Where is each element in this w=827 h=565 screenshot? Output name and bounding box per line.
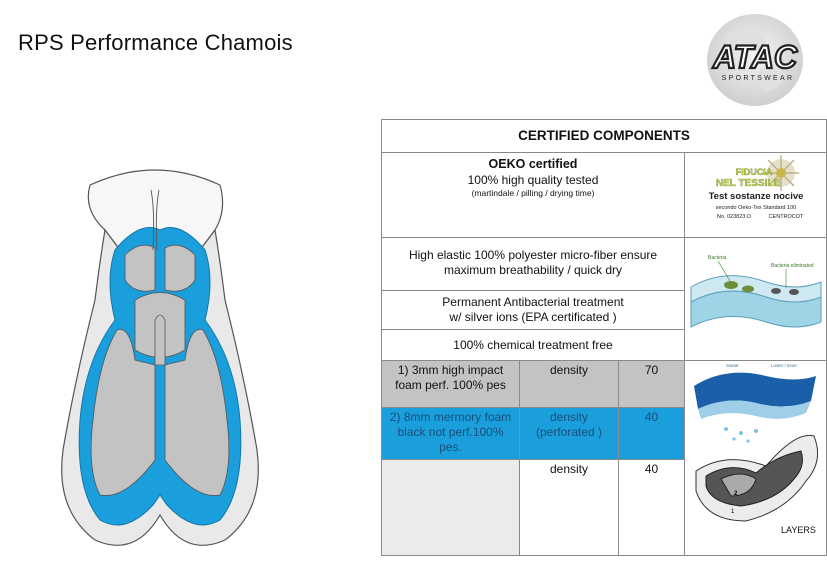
svg-text:2: 2: [733, 491, 737, 497]
foam1-desc: 1) 3mm high impact foam perf. 100% pes: [382, 361, 520, 408]
foam1-value: 70: [619, 361, 685, 408]
chemical-cell: 100% chemical treatment free: [382, 330, 685, 361]
table-header: CERTIFIED COMPONENTS: [382, 120, 827, 153]
elastic-cell: High elastic 100% polyester micro-fiber ensure maximum breathability / quick dry: [382, 238, 685, 291]
foam2-desc: 2) 8mm mermory foam black not perf.100% pes.: [382, 407, 520, 459]
svg-text:No. 023823.O: No. 023823.O: [716, 214, 751, 220]
antibacterial-image-cell: [685, 238, 827, 361]
page-title: RPS Performance Chamois: [18, 30, 293, 55]
svg-text:Bacteria eliminated: Bacteria eliminated: [770, 263, 814, 269]
layers-image-cell: [685, 361, 827, 556]
svg-text:Test sostanze nocive: Test sostanze nocive: [708, 191, 803, 202]
atac-logo: [690, 10, 820, 110]
svg-text:1: 1: [730, 509, 734, 515]
logo-brand-text: ATAC: [712, 39, 798, 75]
oeko-title: OEKO certified: [488, 157, 578, 171]
chamois-illustration: [55, 160, 265, 560]
svg-text:CENTROCOT: CENTROCOT: [768, 214, 803, 220]
layers-icon: [686, 361, 826, 551]
foam1-label: density: [520, 361, 619, 408]
svg-text:NEL TESSILE: NEL TESSILE: [715, 178, 780, 189]
certified-components-table: [381, 119, 827, 556]
svg-text:secondo Oeko-Tex Standard 100: secondo Oeko-Tex Standard 100: [715, 205, 796, 211]
antibacterial-cell: Permanent Antibacterial treatment w/ silver ions (EPA certificated ): [382, 291, 685, 330]
foam3-value: 40: [619, 459, 685, 555]
foam3-desc: [382, 459, 520, 555]
svg-text:Lower / inner: Lower / inner: [770, 363, 797, 368]
svg-text:Bacteria: Bacteria: [707, 255, 726, 261]
bacteria-fabric-icon: [686, 247, 826, 347]
logo-sub-text: SPORTSWEAR: [721, 75, 795, 82]
oeko-line1: 100% high quality tested: [467, 172, 599, 187]
foam2-value: 40: [619, 407, 685, 459]
oeko-line2: (martindale / pilling / drying time): [471, 187, 595, 198]
svg-text:Sweat: Sweat: [725, 363, 739, 368]
layers-label: LAYERS: [780, 525, 816, 535]
oeko-badge-cell: [685, 153, 827, 238]
foam3-label: density: [520, 459, 619, 555]
foam2-label: density (perforated ): [520, 407, 619, 459]
svg-text:FIDUCIA: FIDUCIA: [735, 167, 772, 177]
oeko-cell: [382, 153, 685, 238]
oeko-badge-icon: [686, 153, 826, 233]
